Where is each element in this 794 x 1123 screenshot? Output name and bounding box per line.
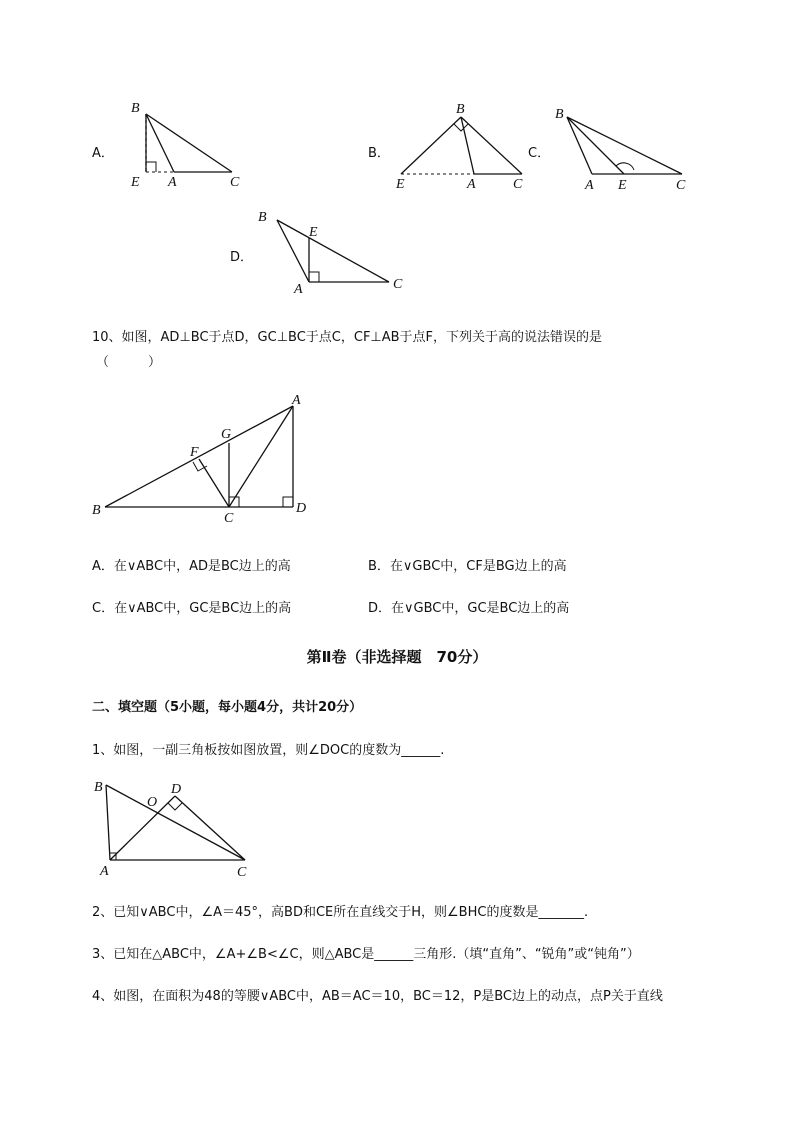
option-b-label-e: E bbox=[396, 177, 405, 192]
fill-q1: 1、如图，一副三角板按如图放置，则∠DOC的度数为______. bbox=[92, 743, 445, 758]
option-b-label-a: A bbox=[467, 177, 476, 192]
option-d-label-b: B bbox=[258, 210, 267, 225]
q10-label-f: F bbox=[190, 445, 199, 460]
fill-q1-label-a: A bbox=[100, 864, 109, 879]
q10-option-a: A．在∨ABC中，AD是BC边上的高 bbox=[92, 559, 291, 574]
option-a-label-c: C bbox=[230, 175, 240, 190]
part2-section-heading: 二、填空题（5小题，每小题4分，共计20分） bbox=[92, 700, 363, 715]
fill-q3: 3、已知在△ABC中，∠A+∠B<∠C，则△ABC是______三角形.（填“直角”、“锐角”或“钝角”） bbox=[92, 947, 640, 962]
option-d-label-e: E bbox=[309, 225, 318, 240]
option-d-label-a: A bbox=[294, 282, 303, 297]
option-c-label-c: C bbox=[676, 178, 686, 193]
option-a-label-a: A bbox=[168, 175, 177, 190]
option-a-letter: A． bbox=[92, 146, 114, 161]
q10-option-b: B．在∨GBC中，CF是BG边上的高 bbox=[368, 559, 567, 574]
fill-q4: 4、如图，在面积为48的等腰∨ABC中，AB＝AC＝10，BC＝12，P是BC边上的动点，点P关于直线 bbox=[92, 989, 663, 1004]
q10-option-d: D．在∨GBC中，GC是BC边上的高 bbox=[368, 601, 570, 616]
option-c-letter: C． bbox=[528, 146, 551, 161]
option-a-label-b: B bbox=[131, 101, 140, 116]
option-d-label-c: C bbox=[393, 277, 403, 292]
q10-option-c: C．在∨ABC中，GC是BC边上的高 bbox=[92, 601, 292, 616]
option-b-label-c: C bbox=[513, 177, 523, 192]
q10-label-c: C bbox=[224, 511, 234, 526]
option-c-label-a: A bbox=[585, 178, 594, 193]
q10-label-d: D bbox=[296, 501, 307, 516]
q10-label-g: G bbox=[221, 427, 232, 442]
q10-label-b: B bbox=[92, 503, 101, 518]
q10-stem: 10、如图，AD⊥BC于点D，GC⊥BC于点C，CF⊥AB于点F，下列关于高的说法错误的是 bbox=[92, 330, 603, 345]
fill-q2: 2、已知∨ABC中，∠A＝45°，高BD和CE所在直线交于H，则∠BHC的度数是_______. bbox=[92, 905, 589, 920]
fill-q1-label-b: B bbox=[94, 780, 103, 795]
part2-title: 第Ⅱ卷（非选择题 70分） bbox=[306, 648, 488, 666]
fill-q1-label-o: O bbox=[147, 795, 158, 810]
option-c-label-e: E bbox=[618, 178, 627, 193]
q10-label-a: A bbox=[292, 393, 301, 408]
option-d-letter: D． bbox=[230, 250, 254, 265]
option-c-label-b: B bbox=[555, 107, 564, 122]
fill-q1-label-d: D bbox=[171, 782, 182, 797]
option-b-label-b: B bbox=[456, 102, 465, 117]
fill-q1-label-c: C bbox=[237, 865, 247, 880]
option-b-letter: B． bbox=[368, 146, 390, 161]
option-a-label-e: E bbox=[131, 175, 140, 190]
q10-answer-paren: （ ） bbox=[96, 355, 162, 370]
